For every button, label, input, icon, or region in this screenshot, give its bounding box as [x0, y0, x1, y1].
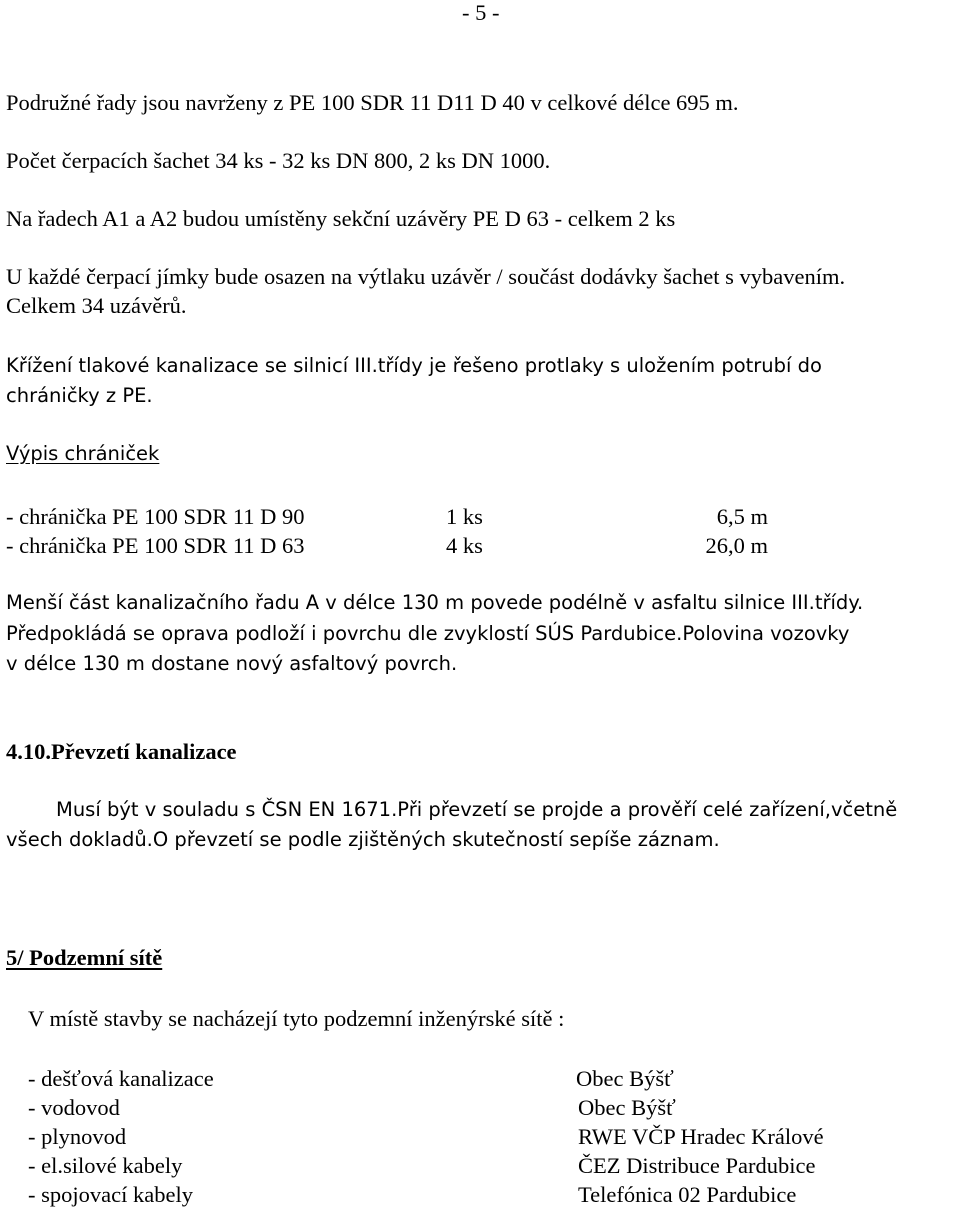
protector-length: 6,5 m: [716, 504, 768, 529]
paragraph-asphalt-line2: Předpokládá se oprava podloží i povrchu dle zvyklostí SÚS Pardubice.Polovina vozovky: [6, 622, 850, 645]
protector-length: 26,0 m: [705, 533, 768, 558]
protector-qty: 1 ks: [446, 504, 483, 529]
section-5-intro: V místě stavby se nacházejí tyto podzemní inženýrské sítě :: [28, 1006, 565, 1031]
paragraph-asphalt-line3: v délce 130 m dostane nový asfaltový povrch.: [6, 652, 458, 675]
page-number: - 5 -: [462, 0, 500, 25]
network-owner: Obec Býšť: [578, 1095, 676, 1120]
section-4-10-line1: Musí být v souladu s ČSN EN 1671.Při převzetí se projde a prověří celé zařízení,včetně: [56, 798, 898, 821]
network-name: - el.silové kabely: [28, 1153, 183, 1178]
network-name: - dešťová kanalizace: [28, 1066, 214, 1091]
network-name: - vodovod: [28, 1095, 120, 1120]
protector-qty: 4 ks: [446, 533, 483, 558]
paragraph-asphalt-line1: Menší část kanalizačního řadu A v délce 130 m povede podélně v asfaltu silnice III.třídy.: [6, 591, 864, 614]
section-4-10-heading: 4.10.Převzetí kanalizace: [6, 739, 237, 764]
network-owner: RWE VČP Hradec Králové: [578, 1124, 824, 1149]
paragraph-road-crossing-line1: Křížení tlakové kanalizace se silnicí III.třídy je řešeno protlaky s uložením potrubí do: [6, 354, 822, 377]
section-5-heading: 5/ Podzemní sítě: [6, 945, 163, 970]
paragraph-sump-valves-line1: U každé čerpací jímky bude osazen na výtlaku uzávěr / součást dodávky šachet s vybavením.: [6, 264, 846, 289]
protector-item: - chránička PE 100 SDR 11 D 63: [6, 533, 305, 558]
network-owner: Telefónica 02 Pardubice: [578, 1182, 797, 1207]
network-name: - plynovod: [28, 1124, 127, 1149]
protectors-heading: Výpis chrániček: [6, 442, 160, 465]
protector-item: - chránička PE 100 SDR 11 D 90: [6, 504, 305, 529]
paragraph-sump-valves-line2: Celkem 34 uzávěrů.: [6, 293, 187, 318]
paragraph-section-valves: Na řadech A1 a A2 budou umístěny sekční uzávěry PE D 63 - celkem 2 ks: [6, 206, 676, 231]
section-4-10-line2: všech dokladů.O převzetí se podle zjištěných skutečností sepíše záznam.: [6, 828, 720, 851]
network-owner: ČEZ Distribuce Pardubice: [578, 1153, 816, 1178]
network-name: - spojovací kabely: [28, 1182, 193, 1207]
paragraph-branch-lines: Podružné řady jsou navrženy z PE 100 SDR 11 D11 D 40 v celkové délce 695 m.: [6, 90, 739, 115]
paragraph-pump-shafts: Počet čerpacích šachet 34 ks - 32 ks DN 800, 2 ks DN 1000.: [6, 148, 551, 173]
paragraph-road-crossing-line2: chráničky z PE.: [6, 384, 153, 407]
network-owner: Obec Býšť: [576, 1066, 674, 1091]
